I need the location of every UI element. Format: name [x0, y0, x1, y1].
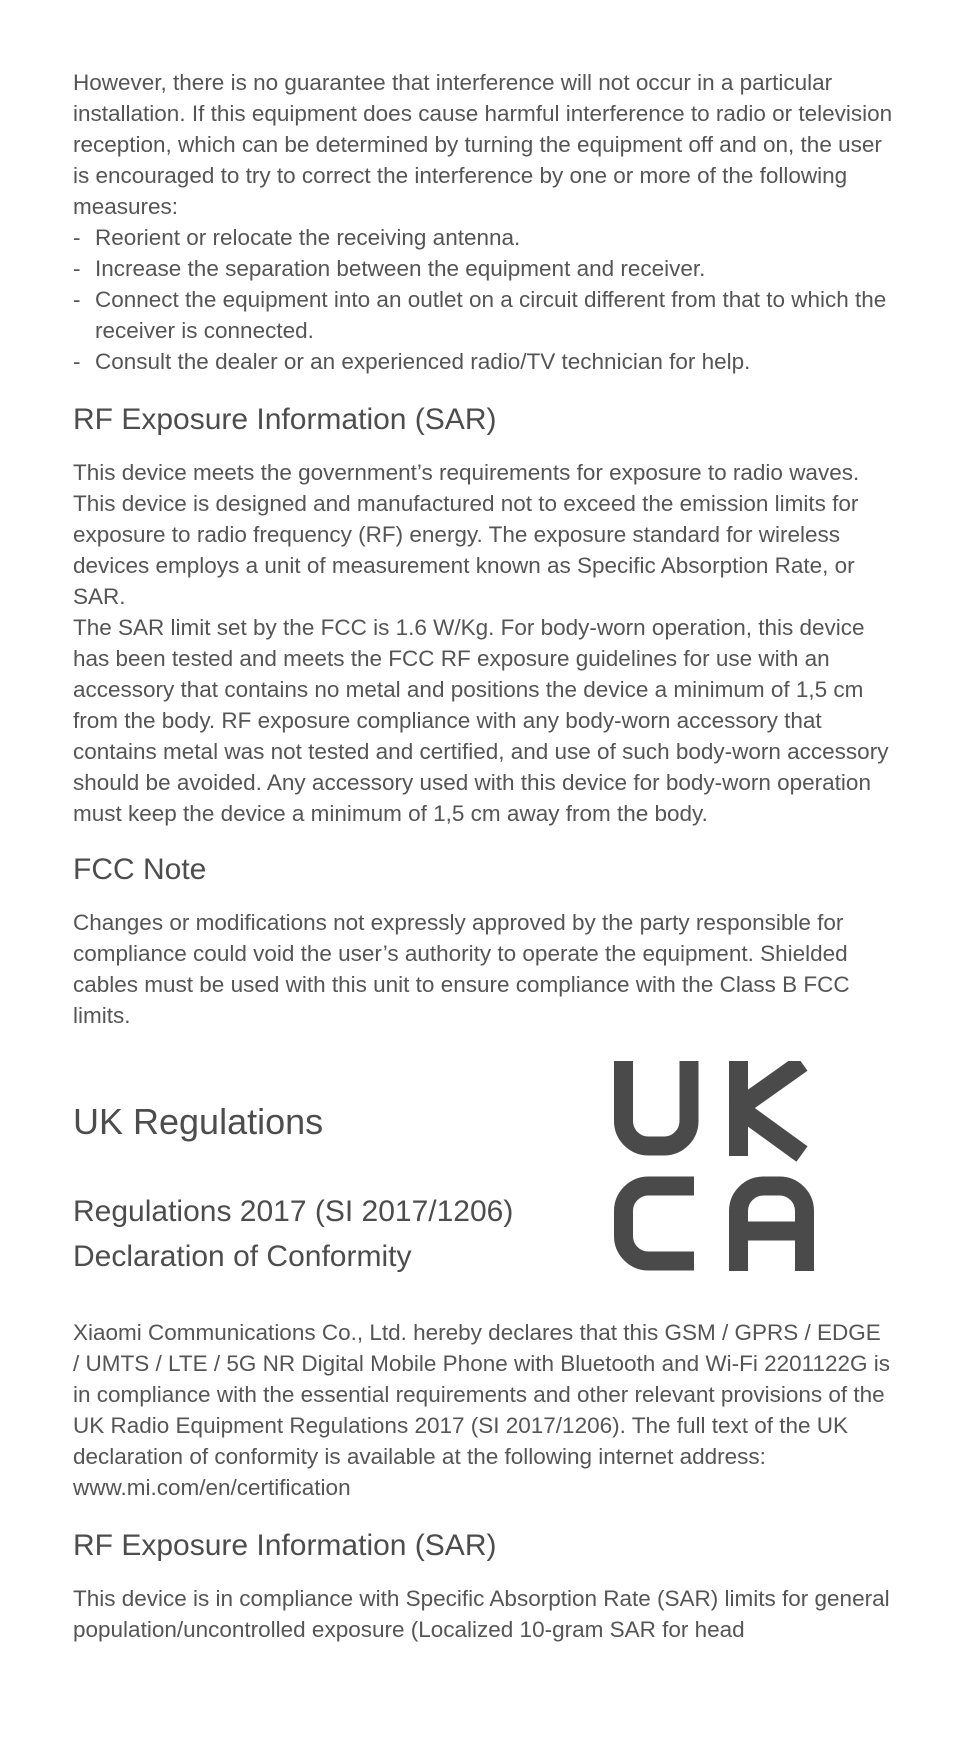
rf-exposure-heading-uk: RF Exposure Information (SAR)	[73, 1529, 497, 1562]
measure-item: - Increase the separation between the equipment and receiver.	[73, 253, 893, 284]
fcc-note-paragraph: Changes or modifications not expressly approved by the party responsible for compliance could void the user’s authority to operate the equipment. Shielded cables must be used with this unit to ensure compliance with the Class B FCC limits.	[73, 910, 850, 1028]
measure-item: - Consult the dealer or an experienced radio/TV technician for help.	[73, 346, 893, 377]
measures-list	[73, 222, 893, 377]
uk-regulations-block	[73, 1061, 893, 1317]
regulations-heading: Regulations 2017 (SI 2017/1206)	[73, 1195, 514, 1228]
declaration-heading: Declaration of Conformity	[73, 1240, 412, 1273]
rf-exposure-uk-paragraph: This device is in compliance with Specific Absorption Rate (SAR) limits for general population/uncontrolled exposure (Localized 10-gram SAR for head	[73, 1586, 890, 1642]
measure-item: - Connect the equipment into an outlet on a circuit different from that to which the receiver is connected.	[73, 284, 893, 346]
rf-exposure-heading: RF Exposure Information (SAR)	[73, 403, 497, 436]
interference-paragraph: However, there is no guarantee that interference will not occur in a particular installation. If this equipment does cause harmful interference to radio or television reception, which can be determined by turning the equipment off and on, the user is encouraged to try to correct the interference by one or more of the following measures:	[73, 70, 893, 219]
measure-item: - Reorient or relocate the receiving antenna.	[73, 222, 893, 253]
sar-limit-paragraph: The SAR limit set by the FCC is 1.6 W/Kg. For body-worn operation, this device has been tested and meets the FCC RF exposure guidelines for use with an accessory that contains no metal and positions the device a minimum of 1,5 cm from the body. RF exposure compliance with any body-worn accessory that contains metal was not tested and certified, and use of such body-worn accessory should be avoided. Any accessory used with this device for body-worn operation must keep the device a minimum of 1,5 cm away from the body.	[73, 615, 889, 826]
uk-regulations-heading: UK Regulations	[73, 1101, 324, 1142]
fcc-note-heading: FCC Note	[73, 853, 207, 886]
ukca-mark-icon	[604, 1061, 814, 1271]
declaration-paragraph: Xiaomi Communications Co., Ltd. hereby declares that this GSM / GPRS / EDGE / UMTS / LTE / 5G NR Digital Mobile Phone with Bluetooth and Wi-Fi 2201122G is in compliance with the essential requirements and other relevant provisions of the UK Radio Equipment Regulations 2017 (SI 2017/1206). The full text of the UK declaration of conformity is available at the following internet address:	[73, 1320, 891, 1469]
rf-exposure-paragraph: This device meets the government’s requirements for exposure to radio waves. This device is designed and manufactured not to exceed the emission limits for exposure to radio frequency (RF) energy. The exposure standard for wireless devices employs a unit of measurement known as Specific Absorption Rate, or SAR.	[73, 460, 860, 609]
certification-url: www.mi.com/en/certification	[73, 1475, 351, 1500]
document-content	[73, 67, 893, 1645]
